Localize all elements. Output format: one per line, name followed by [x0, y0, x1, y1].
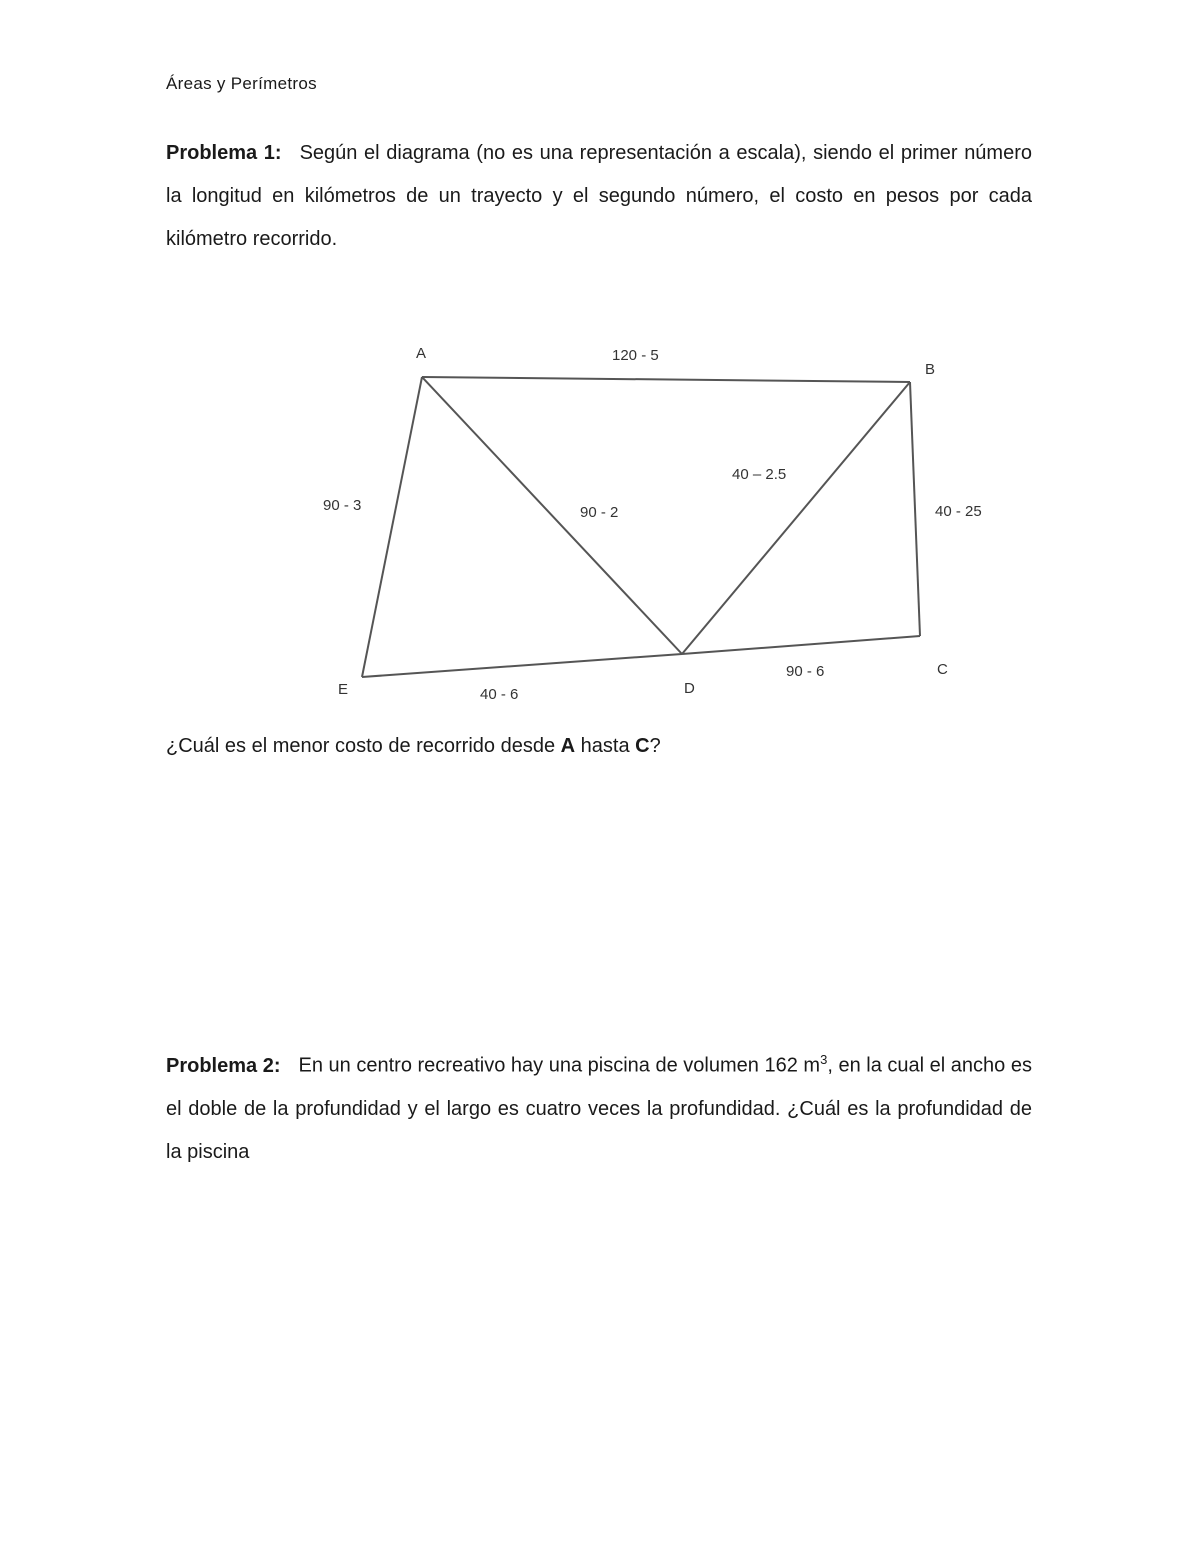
question-1-middle: hasta: [575, 735, 636, 757]
problem-2-text-end: , en la cual el ancho es el doble de la profundidad y el largo es cuatro veces la profundidad. ¿Cuál es la profundidad de la piscina: [166, 1054, 1032, 1163]
edge-AB: [422, 377, 910, 382]
problem-1-label: Problema 1:: [166, 142, 282, 164]
problem-1-text: Según el diagrama (no es una representación a escala), siendo el primer número la longitud en kilómetros de un trayecto y el segundo número, el costo en pesos por cada kilómetro recorrido.: [166, 142, 1032, 250]
node-label-A: A: [416, 345, 427, 362]
problem-2-paragraph: [166, 1038, 1032, 1174]
node-label-D: D: [684, 680, 695, 697]
edge-label-DC: 90 - 6: [786, 663, 825, 680]
edge-AD: [422, 377, 682, 654]
node-label-B: B: [925, 361, 936, 378]
problem-2-exponent: 3: [820, 1052, 828, 1067]
edge-BD: [682, 382, 910, 654]
question-1-prefix: ¿Cuál es el menor costo de recorrido desde: [166, 735, 561, 757]
question-1-suffix: ?: [649, 735, 661, 757]
edge-AE: [362, 377, 422, 677]
problem-2-text-start: En un centro recreativo hay una piscina de volumen 162 m: [298, 1054, 821, 1077]
page-header-title: Áreas y Perímetros: [166, 74, 317, 93]
edge-ED: [362, 654, 682, 677]
question-1-to: C: [635, 735, 650, 757]
edge-label-ED: 40 - 6: [480, 686, 519, 703]
edge-label-AE: 90 - 3: [323, 497, 362, 514]
edge-BC: [910, 382, 920, 636]
route-diagram: [0, 0, 1200, 760]
node-label-E: E: [338, 681, 349, 698]
edge-label-BC: 40 - 25: [935, 503, 982, 520]
edge-DC: [682, 636, 920, 654]
edge-label-AB: 120 - 5: [612, 347, 659, 364]
question-1-from: A: [560, 735, 576, 757]
edge-label-AD: 90 - 2: [580, 504, 619, 521]
question-1: [166, 728, 661, 764]
problem-2-label: Problema 2:: [166, 1054, 281, 1077]
edge-label-BD: 40 – 2.5: [732, 466, 787, 483]
node-label-C: C: [937, 661, 948, 678]
